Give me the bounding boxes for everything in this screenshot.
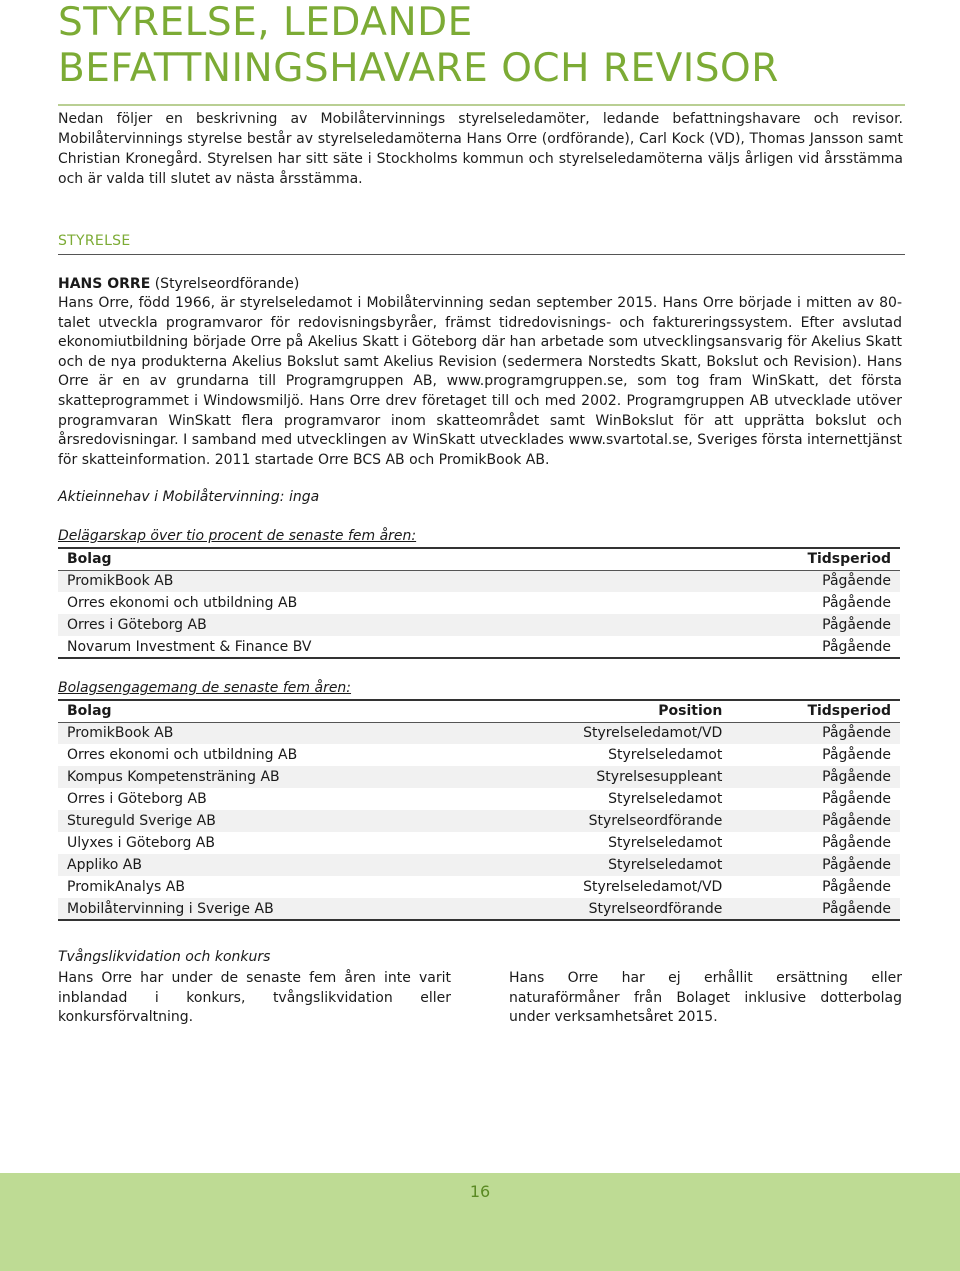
table-header-row — [58, 700, 900, 722]
cell-period: Pågående — [665, 570, 900, 592]
intro-text: Nedan följer en beskrivning av Mobilåtervinnings styrelseledamöter, ledande befattningshavare och revisor. Mobilåtervinnings styrelse består av styrelseledamöterna Hans Orre (ordförande), Carl Kock (VD), Thomas Jansson samt Christian Kronegård. Styrelsen har sitt säte i Stockholms kommun och styrelseledamöterna väljs årligen vid årsstämma och är valda till slutet av nästa årsstämma. — [58, 111, 903, 187]
table-row — [58, 876, 900, 898]
ownership-table — [58, 547, 900, 659]
cell-period: Pågående — [731, 766, 900, 788]
cell-period: Pågående — [822, 791, 891, 807]
cell-position: Styrelsesuppleant — [470, 766, 731, 788]
person-name: HANS ORRE — [58, 276, 151, 292]
shares-label: Aktieinnehav i Mobilåtervinning: inga — [58, 489, 320, 505]
engagements-title: Bolagsengagemang de senaste fem åren: — [58, 680, 352, 696]
cell-period: Pågående — [731, 810, 900, 832]
cell-position: Styrelseledamot/VD — [583, 879, 723, 895]
table-row — [58, 592, 900, 614]
cell-position: Styrelseledamot — [470, 854, 731, 876]
cell-period: Pågående — [822, 747, 891, 763]
table-row — [58, 570, 900, 592]
cell-company: Orres i Göteborg AB — [67, 791, 207, 807]
header-tidsperiod: Tidsperiod — [807, 551, 891, 568]
cell-company: Ulyxes i Göteborg AB — [67, 835, 215, 851]
cell-period: Pågående — [822, 835, 891, 851]
section-label: STYRELSE — [58, 233, 131, 249]
table-row — [58, 810, 900, 832]
table-header-row — [58, 548, 900, 570]
table-row — [58, 744, 900, 766]
cell-position: Styrelseordförande — [470, 898, 731, 920]
cell-position: Styrelseledamot — [608, 835, 723, 851]
liquidation-text: Hans Orre har under de senaste fem åren inte varit inblandad i konkurs, tvångslikvidation eller konkursförvaltning. — [58, 970, 451, 1026]
cell-company: PromikAnalys AB — [67, 879, 185, 895]
cell-period: Pågående — [822, 638, 891, 655]
cell-company: Appliko AB — [58, 854, 470, 876]
compensation-text: Hans Orre har ej erhållit ersättning eller naturaförmåner från Bolaget inklusive dotterbolag under verksamhetsåret 2015. — [509, 970, 902, 1026]
intro-paragraph — [58, 109, 903, 189]
table-row — [58, 636, 900, 658]
cell-position: Styrelseledamot — [608, 747, 723, 763]
ownership-title: Delägarskap över tio procent de senaste fem åren: — [58, 528, 417, 544]
cell-position: Styrelseordförande — [470, 810, 731, 832]
cell-company: PromikBook AB — [58, 570, 665, 592]
table-row — [58, 766, 900, 788]
engagements-table — [58, 699, 900, 921]
cell-company: Mobilåtervinning i Sverige AB — [58, 898, 470, 920]
header-tidsperiod: Tidsperiod — [807, 703, 891, 720]
page-heading — [58, 0, 908, 92]
cell-company: Orres ekonomi och utbildning AB — [67, 747, 298, 763]
cell-company: Kompus Kompetensträning AB — [58, 766, 470, 788]
cell-company: Stureguld Sverige AB — [58, 810, 470, 832]
cell-period: Pågående — [731, 898, 900, 920]
cell-period: Pågående — [822, 595, 891, 611]
table-row — [58, 614, 900, 636]
page-number: 16 — [469, 1182, 491, 1201]
person-role: (Styrelseordförande) — [150, 276, 300, 292]
table-row — [58, 832, 900, 854]
table-row — [58, 722, 900, 744]
cell-period: Pågående — [731, 854, 900, 876]
cell-company: Orres ekonomi och utbildning AB — [67, 595, 298, 611]
person-heading — [58, 274, 299, 294]
cell-period: Pågående — [731, 722, 900, 744]
cell-company: Orres i Göteborg AB — [58, 614, 665, 636]
heading-divider — [58, 104, 905, 106]
table-row — [58, 788, 900, 810]
header-bolag: Bolag — [67, 703, 112, 720]
cell-position: Styrelseledamot/VD — [470, 722, 731, 744]
header-bolag: Bolag — [67, 551, 112, 568]
cell-period: Pågående — [665, 614, 900, 636]
cell-company: PromikBook AB — [58, 722, 470, 744]
cell-period: Pågående — [822, 879, 891, 895]
table-row — [58, 854, 900, 876]
table-row — [58, 898, 900, 920]
liquidation-title: Tvångslikvidation och konkurs — [58, 949, 271, 965]
cell-company: Novarum Investment & Finance BV — [67, 638, 312, 655]
section-divider — [58, 254, 905, 255]
person-bio: Hans Orre, född 1966, är styrelseledamot i Mobilåtervinning sedan september 2015. Hans Orre började i mitten av 80-talet utveckla programvaror för redovisningsbyråer, främst tidredovisnings- och faktureringssystem. Efter avslutad ekonomiutbildning började Orre på Akelius Skatt i Göteborg där han arbetade som utvecklingsansvarig för Akelius Skatt och de nya produkterna Akelius Bokslut samt Akelius Revision (sedermera Norstedts Skatt, Bokslut och Revision). Hans Orre är en av grundarna till Programgruppen AB, www.programgruppen.se, som tog fram WinSkatt, det första skatteprogrammet i Windowsmiljö. Hans Orre drev företaget till och med 2002. Programgruppen AB utvecklade utöver programvaran WinSkatt flera programvaror inom skatteområdet samt WinBokslut för att upprätta bokslut och årsredovisningar. I samband med utvecklingen av WinSkatt utvecklades www.svartotal.se, Sveriges första internettjänst för skatteinformation. 2011 startade Orre BCS AB och PromikBook AB. — [58, 295, 902, 468]
header-position: Position — [658, 703, 723, 720]
cell-position: Styrelseledamot — [608, 791, 723, 807]
heading-line-2: BEFATTNINGSHAVARE OCH REVISOR — [58, 46, 779, 91]
heading-line-1: STYRELSE, LEDANDE — [58, 0, 473, 45]
